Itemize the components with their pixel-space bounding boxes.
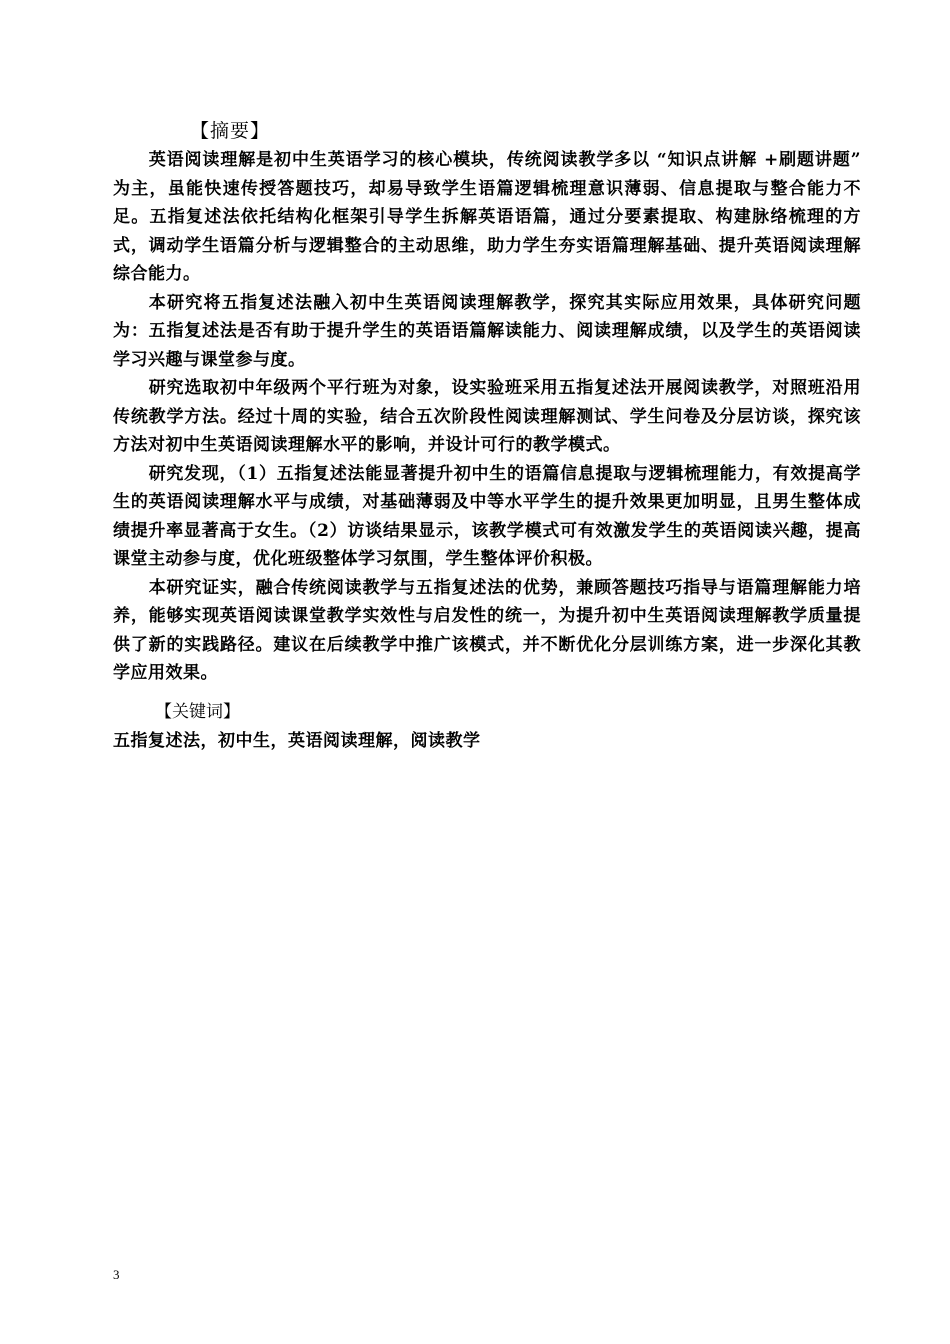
abstract-paragraph-3: 研究选取初中年级两个平行班为对象，设实验班采用五指复述法开展阅读教学，对照班沿用传统教学方法。经过十周的实验，结合五次阶段性阅读理解测试、学生问卷及分层访谈，探究该方法对初中生英语阅读理解水平的影响，并设计可行的教学模式。	[113, 378, 861, 455]
abstract-paragraph-2: 本研究将五指复述法融入初中生英语阅读理解教学，探究其实际应用效果，具体研究问题为：五指复述法是否有助于提升学生的英语语篇解读能力、阅读理解成绩，以及学生的英语阅读学习兴趣与课堂参与度。	[113, 292, 861, 370]
abstract-heading: 【摘要】	[190, 120, 271, 142]
abstract-body	[113, 146, 861, 688]
keywords-text: 五指复述法，初中生，英语阅读理解，阅读教学	[113, 731, 481, 751]
keywords-heading: 【关键词】	[155, 702, 240, 722]
abstract-paragraph-4: 研究发现，（1）五指复述法能显著提升初中生的语篇信息提取与逻辑梳理能力，有效提高学生的英语阅读理解水平与成绩，对基础薄弱及中等水平学生的提升效果更加明显，且男生整体成绩提升率显著高于女生。（2）访谈结果显示，该教学模式可有效激发学生的英语阅读兴趣，提高课堂主动参与度，优化班级整体学习氛围，学生整体评价积极。	[113, 463, 861, 569]
abstract-paragraph-5: 本研究证实，融合传统阅读教学与五指复述法的优势，兼顾答题技巧指导与语篇理解能力培养，能够实现英语阅读课堂教学实效性与启发性的统一，为提升初中生英语阅读理解教学质量提供了新的实践路径。建议在后续教学中推广该模式，并不断优化分层训练方案，进一步深化其教学应用效果。	[113, 577, 861, 683]
page-number: 3	[113, 1267, 120, 1282]
abstract-paragraph-1: 英语阅读理解是初中生英语学习的核心模块，传统阅读教学多以 “知识点讲解 +刷题讲题” 为主，虽能快速传授答题技巧，却易导致学生语篇逻辑梳理意识薄弱、信息提取与整合能力不足。五指复述法依托结构化框架引导学生拆解英语语篇，通过分要素提取、构建脉络梳理的方式，调动学生语篇分析与逻辑整合的主动思维，助力学生夯实语篇理解基础、提升英语阅读理解综合能力。	[113, 150, 861, 284]
